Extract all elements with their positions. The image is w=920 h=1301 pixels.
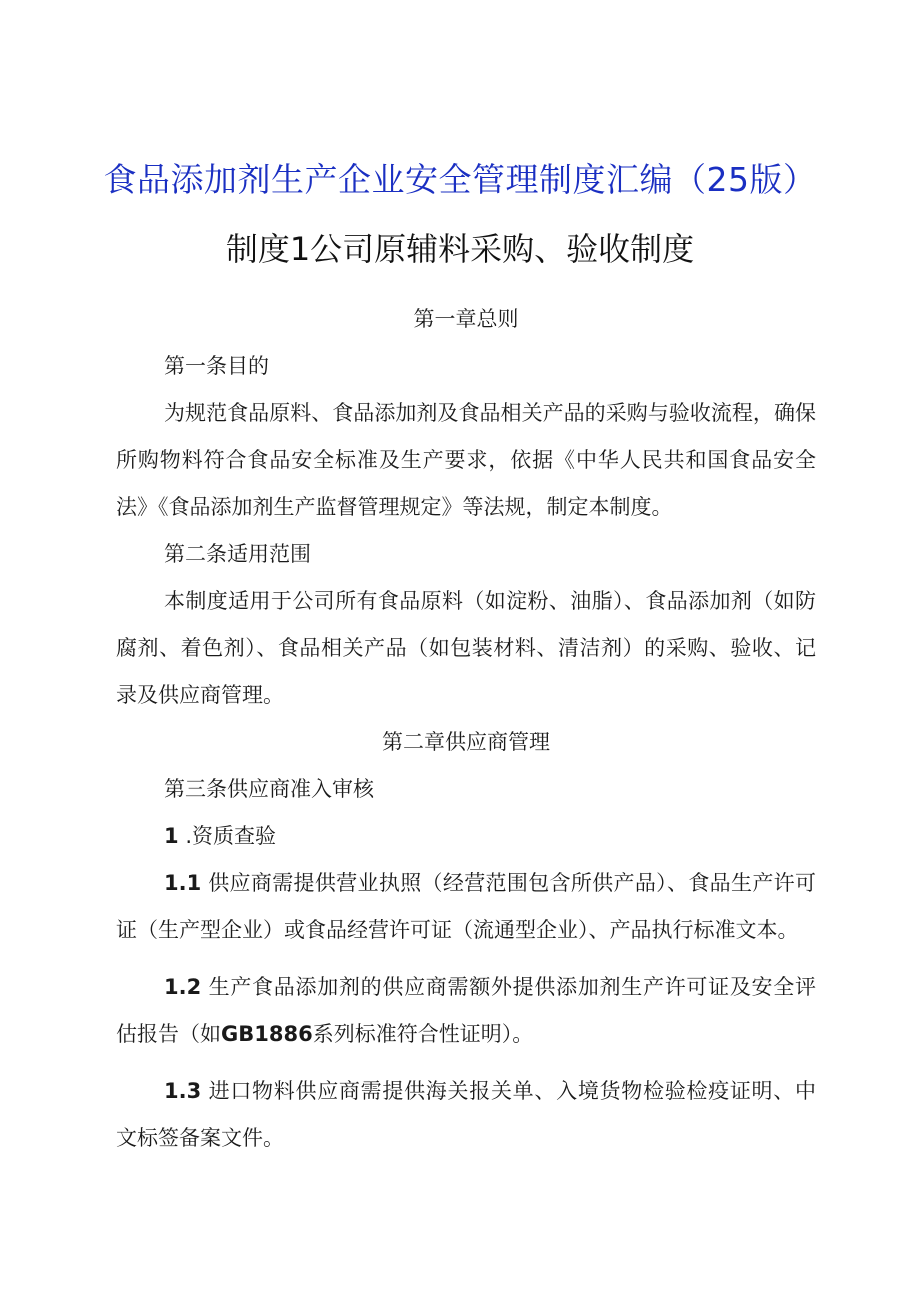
item-1-2-text-a: 生产食品添加剂的供应商需额外提供添加剂生产许可证及安全评估报告（如 xyxy=(116,975,816,1046)
item-1-1-number: 1.1 xyxy=(164,871,202,895)
item-1-2 xyxy=(116,964,816,1058)
item-1-2-standard-code: GB1886 xyxy=(221,1022,313,1046)
item-1-3 xyxy=(116,1068,816,1162)
item-1 xyxy=(116,813,816,860)
spacer xyxy=(116,1058,816,1068)
item-1-2-text-b: 系列标准符合性证明）。 xyxy=(312,1022,534,1046)
document-subtitle: 制度1公司原辅料采购、验收制度 xyxy=(225,230,695,268)
document-title: 食品添加剂生产企业安全管理制度汇编（25版） xyxy=(103,160,817,199)
article-3-heading: 第三条供应商准入审核 xyxy=(164,777,374,801)
article-2-heading: 第二条适用范围 xyxy=(164,542,311,566)
document-body xyxy=(116,296,816,1162)
chapter-heading-1: 第一章总则 xyxy=(413,307,519,331)
item-1-number: 1 xyxy=(164,824,179,848)
item-1-text: .资质查验 xyxy=(185,824,276,848)
article-1-heading: 第一条目的 xyxy=(164,354,269,378)
chapter-heading-2: 第二章供应商管理 xyxy=(382,730,550,754)
article-2-body: 本制度适用于公司所有食品原料（如淀粉、油脂）、食品添加剂（如防腐剂、着色剂）、食品相关产品（如包装材料、清洁剂）的采购、验收、记录及供应商管理。 xyxy=(116,589,816,707)
item-1-3-number: 1.3 xyxy=(164,1079,202,1103)
item-1-1 xyxy=(116,860,816,954)
article-1-body: 为规范食品原料、食品添加剂及食品相关产品的采购与验收流程，确保所购物料符合食品安全标准及生产要求，依据《中华人民共和国食品安全法》《食品添加剂生产监督管理规定》等法规，制定本制度。 xyxy=(116,401,816,519)
item-1-1-text: 供应商需提供营业执照（经营范围包含所供产品）、食品生产许可证（生产型企业）或食品经营许可证（流通型企业）、产品执行标准文本。 xyxy=(116,871,816,942)
item-1-3-text: 进口物料供应商需提供海关报关单、入境货物检验检疫证明、中文标签备案文件。 xyxy=(116,1079,816,1150)
item-1-2-number: 1.2 xyxy=(164,975,202,999)
spacer xyxy=(116,954,816,964)
